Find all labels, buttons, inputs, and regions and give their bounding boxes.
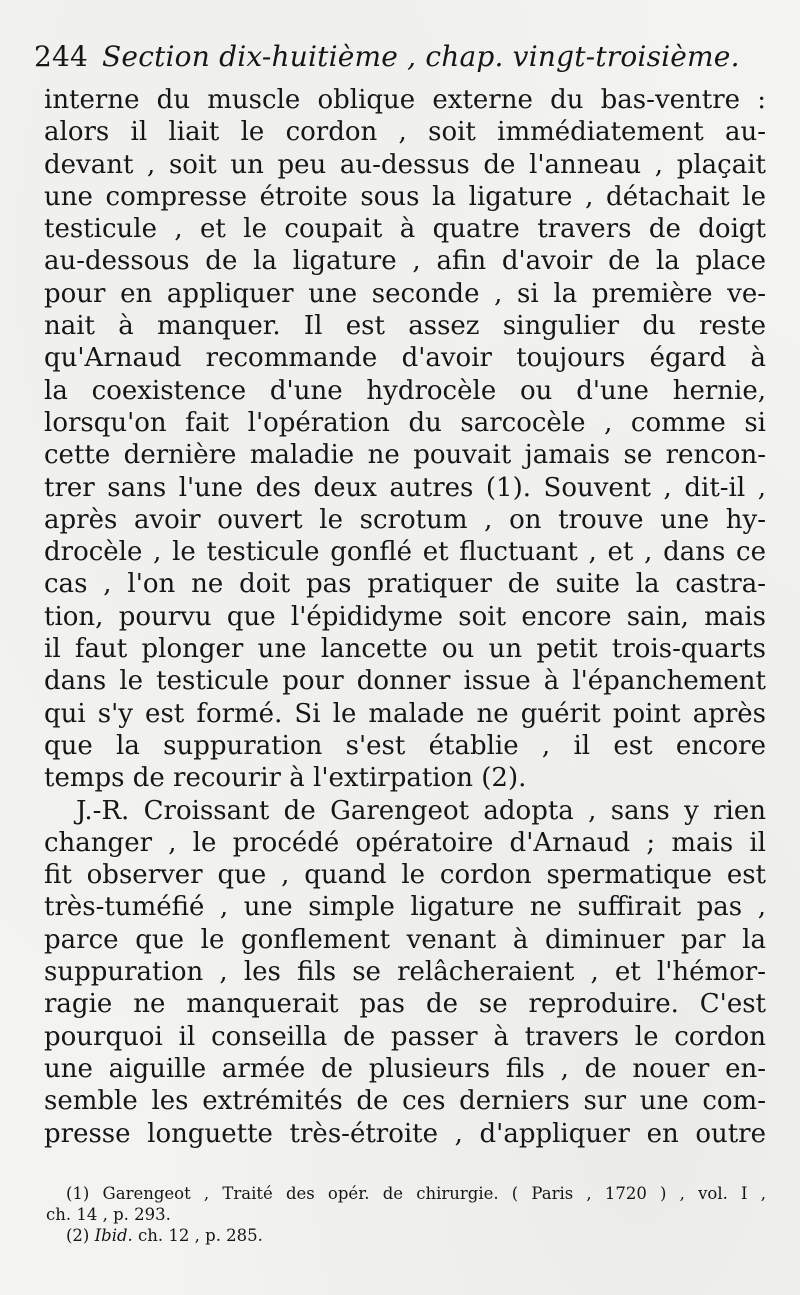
text-line: la coexistence d'une hydrocèle ou d'une hernie, [44, 375, 766, 406]
running-header [34, 40, 774, 80]
text-line: parce que le gonflement venant à diminuer par la [44, 924, 766, 955]
text-line: presse longuette très-étroite , d'appliquer en outre [44, 1118, 766, 1149]
text-line: qu'Arnaud recommande d'avoir toujours égard à [44, 343, 766, 374]
text-line: une aiguille armée de plusieurs fils , de nouer en- [44, 1053, 766, 1084]
text-line: nait à manquer. Il est assez singulier du reste [44, 311, 766, 342]
text-line: fit observer que , quand le cordon spermatique est [44, 860, 766, 891]
text-line: testicule , et le coupait à quatre travers de doigt [44, 214, 766, 245]
text-line: lorsqu'on fait l'opération du sarcocèle , comme si [44, 407, 766, 438]
footnote-1-line-1: (1) Garengeot , Traité des opér. de chirurgie. ( Paris , 1720 ) , vol. I , [66, 1184, 766, 1203]
text-line: très-tuméfié , une simple ligature ne suffirait pas , [44, 892, 766, 923]
footnote-1-line-2: ch. 14 , p. 293. [46, 1205, 171, 1224]
text-line: au-dessous de la ligature , afin d'avoir de la place [44, 246, 766, 277]
text-line: devant , soit un peu au-dessus de l'anneau , plaçait [44, 149, 766, 180]
text-line: tion, pourvu que l'épididyme soit encore sain, mais [44, 601, 766, 632]
body-text [44, 84, 766, 1150]
text-line: dans le testicule pour donner issue à l'épanchement [44, 666, 766, 697]
paragraph-last-line: temps de recourir à l'extirpation (2). [44, 763, 527, 794]
text-line: cas , l'on ne doit pas pratiquer de suite la castra- [44, 569, 766, 600]
footnote-2-reference: ch. 12 , p. 285. [138, 1226, 263, 1245]
text-line: cette dernière maladie ne pouvait jamais se rencon- [44, 440, 766, 471]
text-line: qui s'y est formé. Si le malade ne guérit point après [44, 698, 766, 729]
footnote-2-ibid: Ibid. [94, 1226, 133, 1245]
text-line: semble les extrémités de ces derniers sur une com- [44, 1086, 766, 1117]
text-line: une compresse étroite sous la ligature , détachait le [44, 181, 766, 212]
paragraph-first-line: J.-R. Croissant de Garengeot adopta , sans y rien [76, 795, 766, 826]
text-line: suppuration , les fils se relâcheraient , et l'hémor- [44, 957, 766, 988]
text-line: trer sans l'une des deux autres (1). Souvent , dit-il , [44, 472, 766, 503]
footnote-2 [46, 1225, 766, 1246]
text-line: changer , le procédé opératoire d'Arnaud ; mais il [44, 827, 766, 858]
text-line: drocèle , le testicule gonflé et fluctuant , et , dans ce [44, 537, 766, 568]
running-title: Section dix-huitième , chap. vingt-troisième. [102, 40, 740, 73]
text-line: interne du muscle oblique externe du bas-ventre : [44, 85, 766, 115]
text-line: pourquoi il conseilla de passer à travers le cordon [44, 1021, 766, 1052]
page-number: 244 [34, 40, 89, 73]
text-line: pour en appliquer une seconde , si la première ve- [44, 278, 766, 309]
text-line: alors il liait le cordon , soit immédiatement au- [44, 117, 766, 148]
text-line: après avoir ouvert le scrotum , on trouve une hy- [44, 504, 766, 535]
footnotes [46, 1183, 766, 1246]
text-line: il faut plonger une lancette ou un petit trois-quarts [44, 634, 766, 665]
text-line: ragie ne manquerait pas de se reproduire. C'est [44, 989, 766, 1020]
text-line: que la suppuration s'est établie , il est encore [44, 730, 766, 761]
footnote-2-marker: (2) [66, 1226, 90, 1245]
